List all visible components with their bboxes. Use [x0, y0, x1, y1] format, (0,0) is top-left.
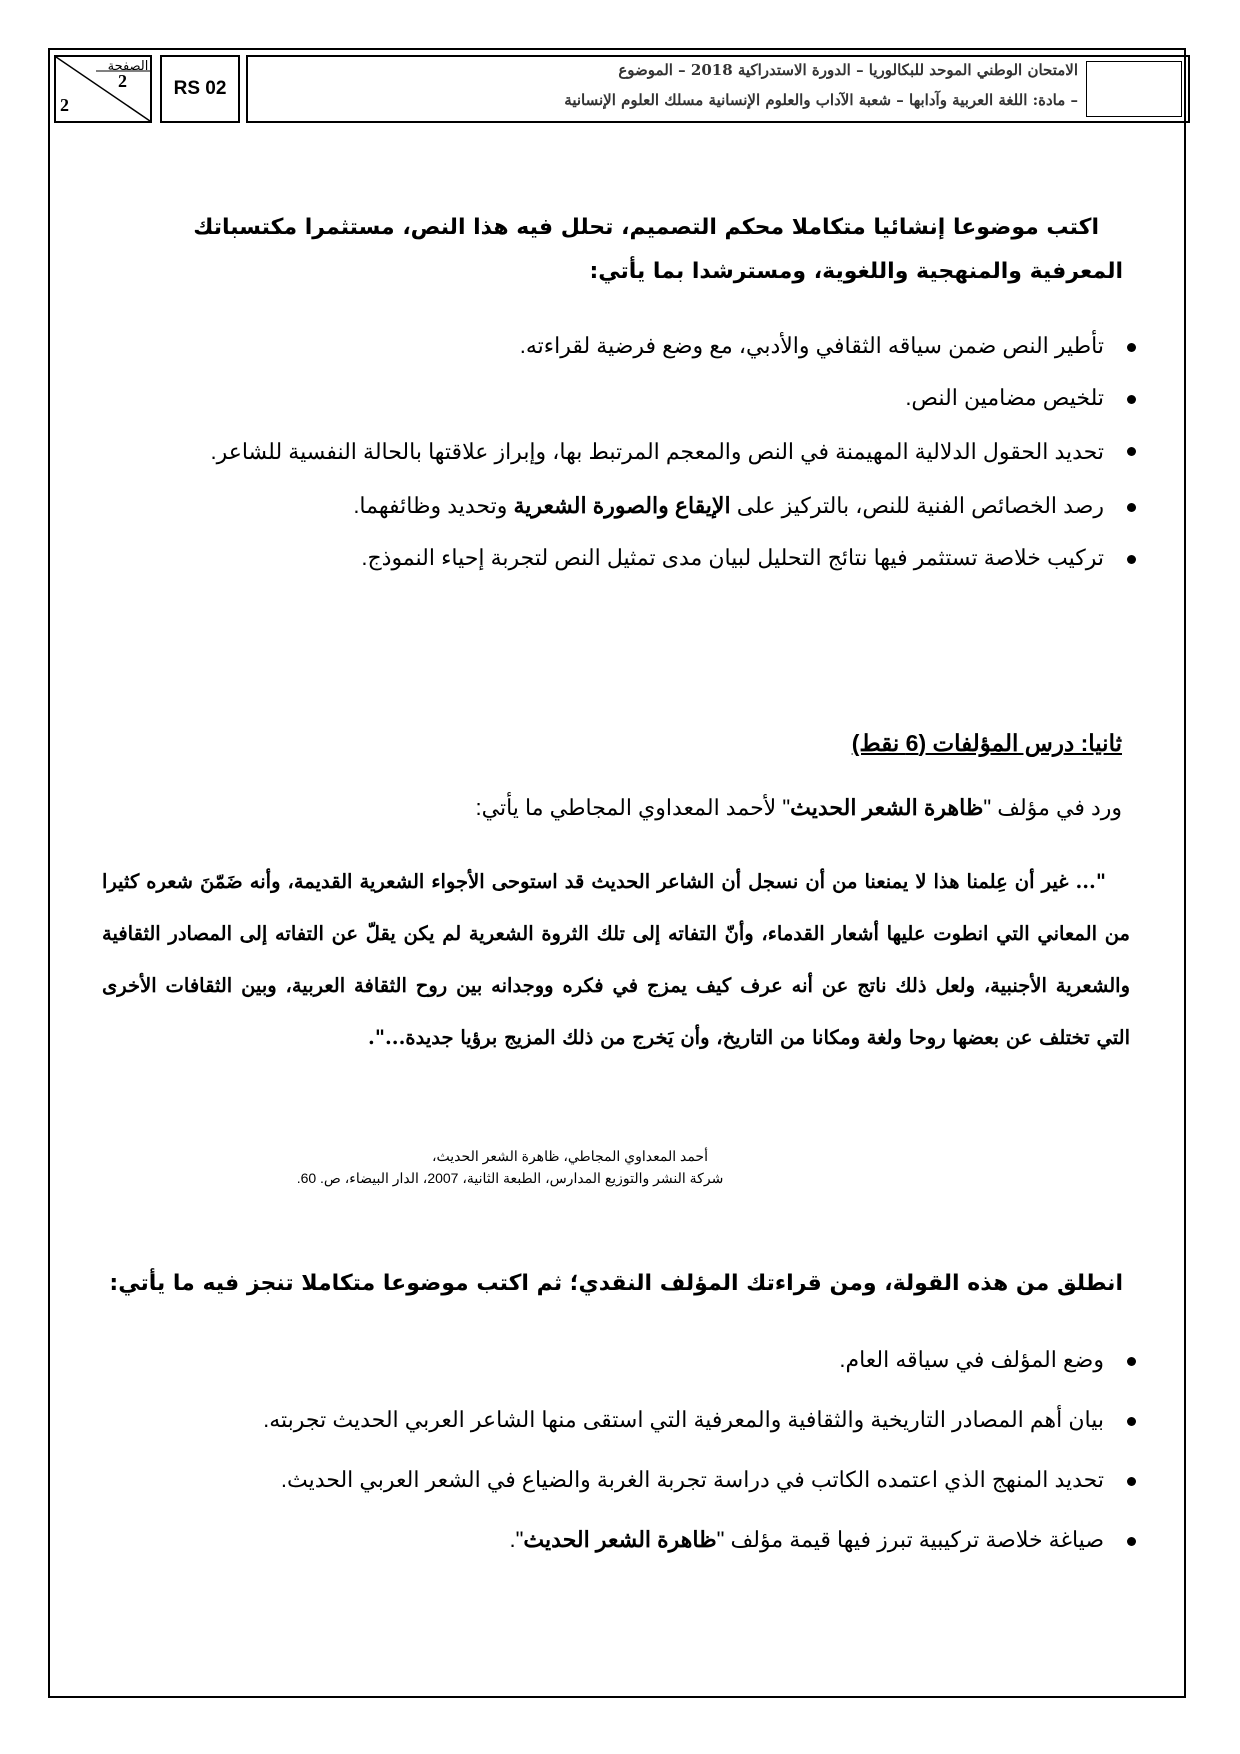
list-item-text: تلخيص مضامين النص.	[905, 385, 1104, 410]
list-item-bold: ظاهرة الشعر الحديث	[523, 1527, 717, 1552]
list-item	[92, 1510, 1142, 1570]
list-item	[92, 480, 1142, 532]
intro-book-title: ظاهرة الشعر الحديث	[790, 795, 984, 820]
section2-bullet-list	[92, 1330, 1142, 1570]
list-item-text: وضع المؤلف في سياقه العام.	[839, 1347, 1104, 1372]
bullet-icon	[1127, 343, 1136, 352]
list-item-text: وتحديد وظائفهما.	[353, 493, 514, 518]
section2-instruction: انطلق من هذه القولة، ومن قراءتك المؤلف النقدي؛ ثم اكتب موضوعا متكاملا تنجز فيه ما يأتي:	[109, 1271, 1123, 1296]
page-current: 2	[118, 71, 127, 91]
exam-code: RS 02	[160, 55, 240, 123]
reference-line1: أحمد المعداوي المجاطي، ظاهرة الشعر الحديث،	[432, 1148, 708, 1164]
bullet-icon	[1127, 1477, 1136, 1486]
list-item	[92, 1330, 1142, 1390]
section2-intro	[476, 795, 1122, 821]
bullet-icon	[1127, 1417, 1136, 1426]
section2-heading: ثانيا: درس المؤلفات (6 نقط)	[851, 730, 1122, 756]
list-item	[92, 1450, 1142, 1510]
list-item-text: تحديد الحقول الدلالية المهيمنة في النص والمعجم المرتبط بها، وإبراز علاقتها بالحالة النفسية للشاعر.	[210, 439, 1104, 464]
intro-text: " لأحمد المعداوي المجاطي ما يأتي:	[475, 795, 791, 820]
exam-title-line1: الامتحان الوطني الموحد للبكالوريا – الدورة الاستدراكية 2018 – الموضوع	[618, 61, 1078, 79]
bullet-icon	[1127, 395, 1136, 404]
page-label: الصفحة	[107, 59, 149, 74]
intro-text: ورد في مؤلف "	[983, 795, 1122, 820]
bullet-icon	[1127, 555, 1136, 564]
list-item	[92, 424, 1142, 480]
exam-title-line2: – مادة: اللغة العربية وآدابها – شعبة الآداب والعلوم الإنسانية مسلك العلوم الإنسانية	[564, 91, 1078, 109]
list-item	[92, 372, 1142, 424]
section1-bullet-list	[92, 320, 1142, 584]
reference-line2: شركة النشر والتوزيع المدارس، الطبعة الثانية، 2007، الدار البيضاء، ص. 60.	[296, 1170, 724, 1186]
exam-title-box	[246, 55, 1190, 123]
page-number-box	[54, 55, 152, 123]
list-item-text: بيان أهم المصادر التاريخية والثقافية والمعرفية التي استقى منها الشاعر العربي الحديث تجربته.	[263, 1407, 1104, 1432]
bullet-icon	[1127, 1537, 1136, 1546]
list-item-text: تأطير النص ضمن سياقه الثقافي والأدبي، مع وضع فرضية لقراءته.	[519, 333, 1104, 358]
section2-quote: "... غير أن عِلمنا هذا لا يمنعنا من أن نسجل أن الشاعر الحديث قد استوحى الأجواء الشعرية القديمة، وأنه ضَمّنَ شعره كثيرا من المعاني التي انطوت عليها أشعار القدماء، وأنّ التفاته إلى تلك الثروة الشعرية لم يكن يقلّ عن التفاته إلى المصادر الثقافية والشعرية الأجنبية، ولعل ذلك ناتج عن أنه عرف كيف يمزج في فكره ووجدانه بين روح الثقافة العربية، وبين الثقافات الأخرى التي تختلف عن بعضها روحا ولغة ومكانا من التاريخ، وأن يَخرج من ذلك المزيج برؤيا جديدة...".	[102, 870, 1130, 1049]
list-item-text: رصد الخصائص الفنية للنص، بالتركيز على	[730, 493, 1104, 518]
bullet-icon	[1127, 447, 1136, 456]
list-item	[92, 532, 1142, 584]
page-total: 2	[60, 95, 69, 115]
bullet-icon	[1127, 1357, 1136, 1366]
section1-instruction: اكتب موضوعا إنشائيا متكاملا محكم التصميم، تحلل فيه هذا النص، مستثمرا مكتسباتك المعرفية والمنهجية واللغوية، ومسترشدا بما يأتي:	[193, 215, 1123, 284]
code-blank-box	[1086, 61, 1182, 117]
list-item-text: تركيب خلاصة تستثمر فيها نتائج التحليل لبيان مدى تمثيل النص لتجربة إحياء النموذج.	[361, 545, 1104, 570]
list-item-text: تحديد المنهج الذي اعتمده الكاتب في دراسة تجربة الغربة والضياع في الشعر العربي الحديث.	[280, 1467, 1104, 1492]
bullet-icon	[1127, 503, 1136, 512]
list-item-text: ".	[509, 1527, 524, 1552]
list-item	[92, 320, 1142, 372]
list-item-text: صياغة خلاصة تركيبية تبرز فيها قيمة مؤلف "	[716, 1527, 1104, 1552]
list-item	[92, 1390, 1142, 1450]
list-item-bold: الإيقاع والصورة الشعرية	[513, 493, 731, 518]
